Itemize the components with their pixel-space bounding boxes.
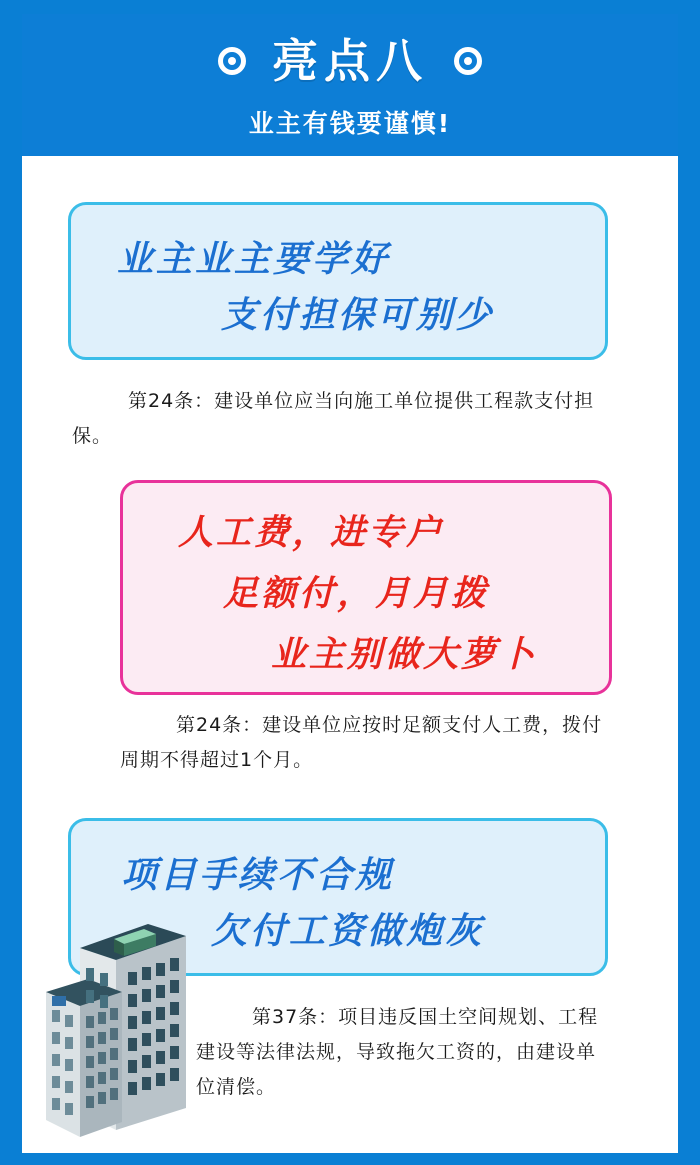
- circle-target-icon-right: [454, 47, 482, 75]
- slogan-card-3-line-2: 欠付工资做炮灰: [211, 911, 485, 952]
- slogan-card-2: [120, 480, 612, 695]
- slogan-card-2-line-2: 足额付，月月拨: [223, 574, 490, 614]
- clause-text-2: 第24条：建设单位应按时足额支付人工费，拨付周期不得超过1个月。: [120, 714, 603, 772]
- poster-header: [22, 14, 678, 156]
- clause-text-3: 第37条：项目违反国土空间规划、工程建设等法律法规，导致拖欠工资的，由建设单位清偿。: [196, 1006, 599, 1099]
- page-title: 亮点八: [272, 34, 428, 88]
- slogan-card-1-line-1: 业主业主要学好: [117, 239, 391, 280]
- slogan-card-3-line-1: 项目手续不合规: [121, 855, 395, 896]
- circle-target-icon-left: [218, 47, 246, 75]
- header-divider: [40, 152, 660, 155]
- slogan-card-2-line-1: 人工费，进专户: [178, 513, 445, 553]
- office-building-illustration: [36, 912, 206, 1137]
- slogan-card-1: [68, 202, 608, 360]
- clause-text-1: 第24条：建设单位应当向施工单位提供工程款支付担保。: [72, 390, 595, 448]
- header-title-row: [22, 34, 678, 88]
- slogan-card-1-line-2: 支付担保可别少: [221, 295, 495, 336]
- page-subtitle: 业主有钱要谨慎!: [248, 109, 452, 138]
- slogan-card-2-line-3: 业主别做大萝卜: [271, 635, 538, 675]
